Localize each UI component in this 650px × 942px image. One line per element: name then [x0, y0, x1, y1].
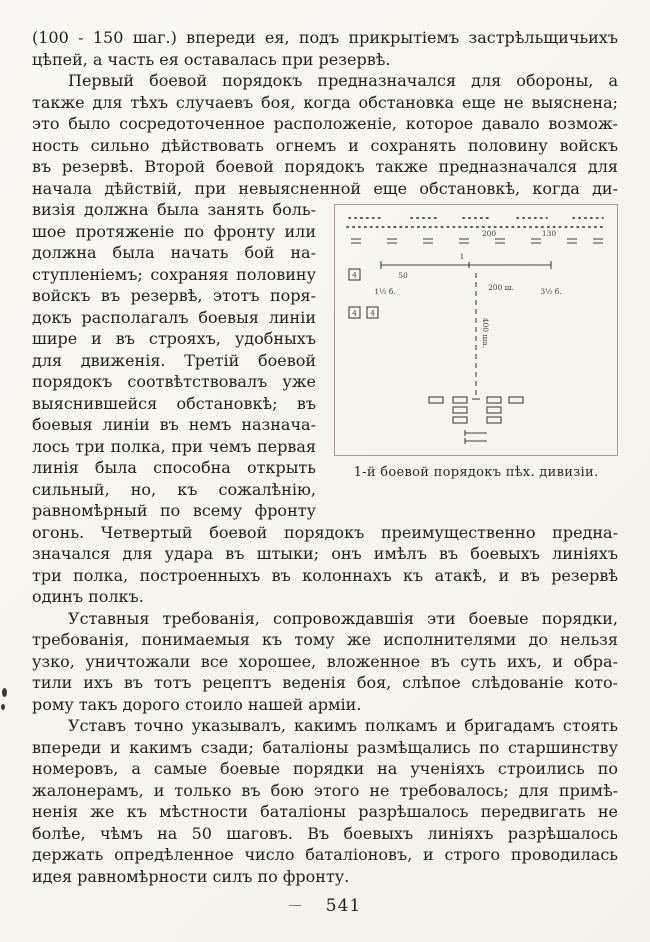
label-distance-50: 50	[398, 271, 408, 280]
reserve-columns	[429, 397, 523, 423]
text-block-top	[32, 27, 618, 199]
text-line: Первый боевой порядокъ предназначался для обороны, а	[68, 71, 618, 90]
text-line: шое протяженіе по фронту или	[32, 221, 316, 241]
text-line: порядокъ соотвѣтствовалъ уже	[32, 372, 316, 391]
text-line: сильный, но, къ сожалѣнію,	[32, 479, 316, 499]
text-line: ступленіемъ; сохраняя половину	[32, 264, 316, 284]
figure-column	[334, 199, 618, 522]
text-line: лось три полка, при чемъ первая	[32, 436, 316, 456]
label-battalions-left: 1½ б.	[374, 287, 396, 296]
text-line: выяснившейся обстановкѣ; въ	[32, 393, 316, 413]
text-line: должна была начать бой на-	[32, 243, 316, 262]
support-marks	[351, 239, 603, 243]
text-figure-row	[32, 199, 618, 522]
text-line: Уставъ точно указывалъ, какимъ полкамъ и бригадамъ стоять	[68, 716, 618, 735]
label-battalions-right: 3½ б.	[540, 287, 562, 296]
text-line: шире и въ строяхъ, удобныхъ	[32, 329, 316, 348]
text-line: держать опредѣленное число баталіоновъ, и строго проводилась	[32, 845, 618, 864]
text-line: огонь. Четвертый боевой порядокъ преимущественно предна-	[32, 522, 618, 542]
text-line: это было сосредоточенное расположеніе, которое давало возмож-	[32, 114, 618, 133]
text-line: требованія, понимаемыя къ тому же исполнителями до нельзя	[32, 630, 618, 649]
text-line: болѣе, чѣмъ на 50 шаговъ. Въ боевыхъ линіяхъ разрѣшалось	[32, 823, 618, 843]
page-footer	[32, 896, 618, 916]
page-number: 541	[325, 896, 362, 916]
text-line: линія была способна открыть	[32, 458, 316, 477]
figure-caption: 1-й боевой порядокъ пѣх. дивизіи.	[353, 465, 599, 480]
text-line: равномѣрный по всему фронту	[32, 501, 316, 520]
text-line: узко, уничтожали все хорошее, вложенное въ суть ихъ, и обра-	[32, 651, 618, 671]
text-line: ность сильно дѣйствовать огнемъ и сохранять половину войскъ	[32, 135, 618, 155]
text-line: (100 - 150 шаг.) впереди ея, подъ прикрытіемъ застрѣльщичьихъ	[32, 28, 618, 47]
text-line: рому такъ дорого стоило нашей арміи.	[32, 694, 362, 714]
scan-artifact	[1, 704, 5, 710]
label-flag-4c: 4	[370, 308, 375, 318]
text-line: номеровъ, а самые боевые порядки на ученіяхъ строились по	[32, 759, 618, 778]
formation-diagram	[341, 211, 611, 449]
text-line: ненія же къ мѣстности баталіоны разрѣшалось передвигать не	[32, 802, 618, 821]
text-line: въ резервѣ. Второй боевой порядокъ также предназначался для	[32, 157, 618, 176]
text-line: докъ располагалъ боевыя линіи	[32, 307, 316, 327]
text-line: значался для удара въ штыки; онъ имѣлъ въ боевыхъ линіяхъ	[32, 544, 618, 563]
text-line: жалонерамъ, и только въ бою этого не требовалось; для примѣ-	[32, 780, 618, 800]
text-line: начала дѣйствій, при невыясненной еще обстановкѣ, когда ди-	[32, 178, 618, 198]
text-block-bottom	[32, 522, 618, 888]
text-line: идея равномѣрности силъ по фронту.	[32, 866, 350, 886]
scan-artifact	[2, 688, 7, 697]
text-line: впереди и какимъ сзади; баталіоны размѣщались по старшинству	[32, 737, 618, 757]
label-distance-400: 400 ша.	[481, 317, 490, 349]
text-line: визія должна была занять боль-	[32, 200, 316, 219]
text-line: тили ихъ въ тотъ рецептъ веденія боя, слѣпое слѣдованіе кото-	[32, 673, 618, 692]
label-distance-200-steps: 200 ш.	[487, 283, 515, 292]
first-battle-line	[381, 261, 551, 269]
narrow-text-column	[32, 199, 334, 522]
figure-frame	[334, 204, 618, 456]
label-distance-200: 200	[481, 229, 497, 238]
text-line: для движенія. Третій боевой	[32, 350, 316, 370]
label-flag-4a: 4	[352, 270, 357, 280]
reserve-rear-marks	[465, 430, 487, 444]
text-line: три полка, построенныхъ въ колоннахъ къ атакѣ, и въ резервѣ	[32, 565, 618, 585]
label-flag-4b: 4	[352, 308, 357, 318]
footer-dash: —	[288, 898, 302, 913]
text-line: войскъ въ резервѣ, этотъ поря-	[32, 286, 316, 305]
text-line: Уставныя требованія, сопровождавшія эти боевые порядки,	[68, 608, 618, 628]
label-distance-130: 130	[541, 229, 557, 238]
label-first-line: 1	[459, 252, 465, 261]
text-line: также для тѣхъ случаевъ боя, когда обстановка еще не выяснена;	[32, 92, 618, 112]
text-line: одинъ полкъ.	[32, 587, 144, 606]
text-line: цѣпей, а часть ея оставалась при резервѣ.	[32, 49, 391, 69]
text-line: боевыя линіи въ немъ назнача-	[32, 415, 316, 434]
